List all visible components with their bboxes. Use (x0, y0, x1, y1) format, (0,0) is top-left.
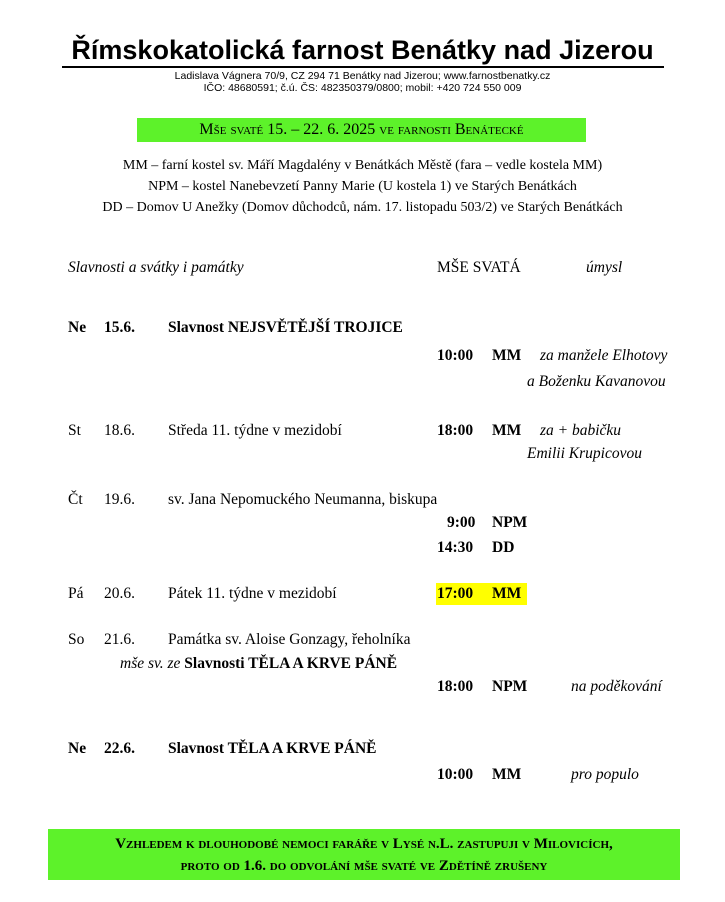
entry-title: sv. Jana Nepomuckého Neumanna, biskupa (168, 491, 438, 508)
entry-intention-cont: a Boženku Kavanovou (527, 373, 666, 390)
entry-day: Pá (68, 585, 84, 602)
entry-title: Středa 11. týdne v mezidobí (168, 422, 342, 439)
entry-note: mše sv. ze Slavnosti TĚLA A KRVE PÁNĚ (120, 655, 398, 672)
entry-title: Slavnost TĚLA A KRVE PÁNĚ (168, 740, 377, 757)
legend-dd: DD – Domov U Anežky (Domov důchodců, nám. 17. listopadu 503/2) ve Starých Benátkách (102, 200, 623, 215)
entry-time: 10:00 (437, 347, 474, 364)
entry-date: 15.6. (104, 319, 135, 336)
entry-place: MM (492, 766, 522, 783)
entry-day: Ne (68, 319, 87, 336)
column-intention: úmysl (586, 259, 623, 276)
entry-intention: pro populo (571, 766, 639, 783)
entry-place: MM (492, 422, 522, 439)
entry-intention: za + babičku (540, 422, 622, 439)
legend-npm: NPM – kostel Nanebevzetí Panny Marie (U kostela 1) ve Starých Benátkách (148, 179, 577, 194)
notice-line-2: proto od 1.6. do odvolání mše svaté ve Zdětíně zrušeny (180, 858, 548, 874)
entry-place-2: DD (492, 539, 515, 556)
entry-time: 17:00 (437, 585, 474, 602)
entry-date: 21.6. (104, 631, 135, 648)
address-line: Ladislava Vágnera 70/9, CZ 294 71 Benátky nad Jizerou; www.farnostbenatky.cz (174, 70, 551, 82)
entry-place: MM (492, 585, 522, 602)
entry-intention-cont: Emilii Krupicovou (527, 445, 642, 462)
column-mass: MŠE SVATÁ (437, 259, 521, 276)
entry-date: 19.6. (104, 491, 135, 508)
entry-title: Památka sv. Aloise Gonzagy, řeholníka (168, 631, 411, 648)
schedule-banner: Mše svaté 15. – 22. 6. 2025 ve farnosti Benátecké (137, 118, 586, 142)
entry-place: NPM (492, 514, 528, 531)
entry-time-2: 14:30 (437, 539, 474, 556)
entry-title: Pátek 11. týdne v mezidobí (168, 585, 337, 602)
entry-time: 10:00 (437, 766, 474, 783)
entry-time: 9:00 (447, 514, 476, 531)
notice-banner (48, 829, 680, 880)
entry-date: 20.6. (104, 585, 135, 602)
title-underline (62, 66, 664, 68)
entry-day: So (68, 631, 85, 648)
notice-line-1: Vzhledem k dlouhodobé nemoci faráře v Lysé n.L. zastupuji v Milovicích, (115, 836, 613, 852)
entry-intention: za manžele Elhotovy (540, 347, 668, 364)
column-feasts: Slavnosti a svátky i památky (68, 259, 244, 276)
entry-place: NPM (492, 678, 528, 695)
contact-line: IČO: 48680591; č.ú. ČS: 482350379/0800; mobil: +420 724 550 009 (203, 82, 522, 94)
entry-title: Slavnost NEJSVĚTĚJŠÍ TROJICE (168, 319, 403, 336)
entry-date: 18.6. (104, 422, 135, 439)
legend-mm: MM – farní kostel sv. Máří Magdalény v Benátkách Městě (fara – vedle kostela MM) (122, 158, 603, 173)
entry-day: St (68, 422, 81, 439)
entry-day: Čt (68, 491, 83, 508)
entry-date: 22.6. (104, 740, 135, 757)
entry-place: MM (492, 347, 522, 364)
entry-time: 18:00 (437, 422, 474, 439)
entry-intention: na poděkování (571, 678, 662, 695)
entry-time: 18:00 (437, 678, 474, 695)
parish-title: Římskokatolická farnost Benátky nad Jizerou (71, 35, 654, 65)
entry-day: Ne (68, 740, 87, 757)
